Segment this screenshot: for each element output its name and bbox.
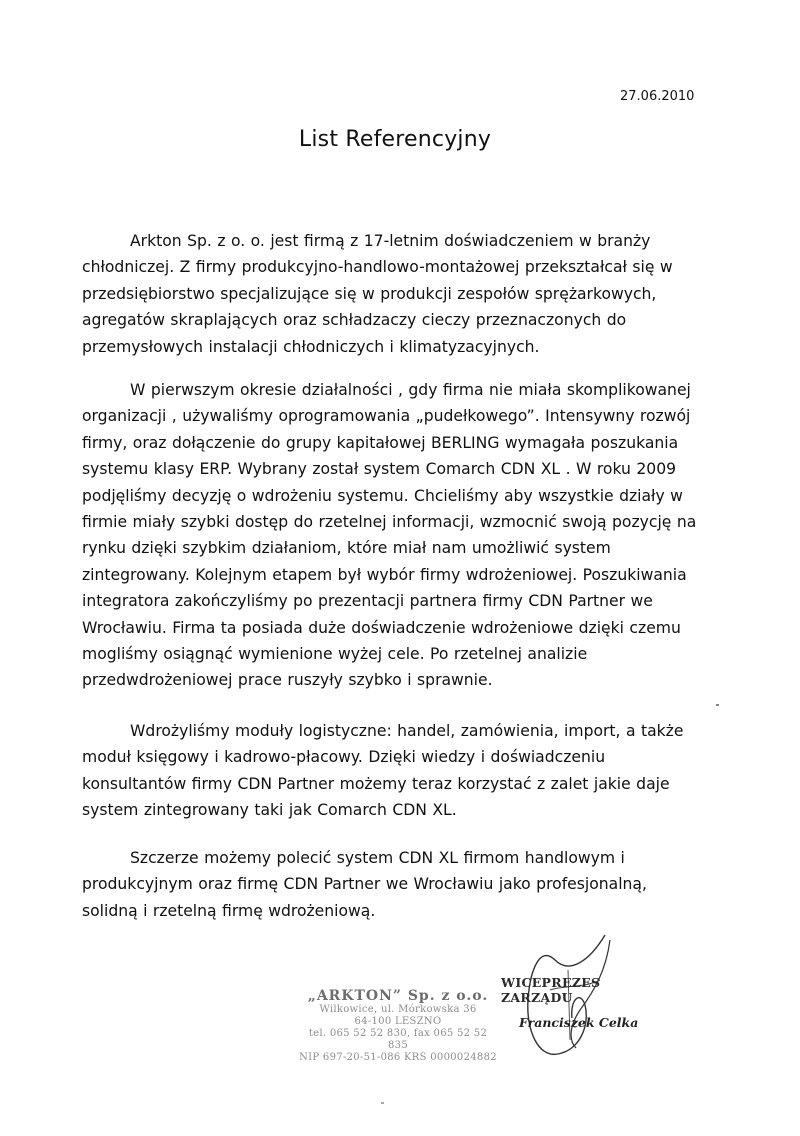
paragraph-line: agregatów skraplających oraz schładzaczy cieczy przeznaczonych do — [82, 311, 627, 330]
scan-speck — [716, 704, 719, 706]
letter-title: List Referencyjny — [298, 127, 492, 152]
paragraph-line: podjęliśmy decyzję o wdrożeniu systemu. Chcieliśmy aby wszystkie działy w — [82, 486, 683, 505]
paragraph-line: solidną i rzetelną firmę wdrożeniową. — [82, 901, 376, 920]
paragraph-line: Wrocławiu. Firma ta posiada duże doświadczenie wdrożeniowe dzięki czemu — [82, 618, 681, 637]
paragraph-modules — [82, 718, 722, 824]
paragraph-line: firmie miały szybki dostęp do rzetelnej informacji, wzmocnić swoją pozycję na — [82, 513, 697, 532]
paragraph-line: konsultantów firmy CDN Partner możemy teraz korzystać z zalet jakie daje — [82, 774, 670, 793]
paragraph-implementation-history — [82, 377, 722, 694]
stamp-company-name: „ARKTON” Sp. z o.o. — [307, 988, 489, 1004]
stamp-address-line: Wilkowice, ul. Mórkowska 36 — [319, 1004, 477, 1015]
paragraph-line: systemu klasy ERP. Wybrany został system Comarch CDN XL . W roku 2009 — [82, 460, 677, 479]
paragraph-line: organizacji , używaliśmy oprogramowania „pudełkowego”. Intensywny rozwój — [82, 407, 691, 426]
paragraph-line: chłodniczej. Z firmy produkcyjno-handlowo-montażowej przekształcał się w — [82, 258, 673, 277]
paragraph-line: integratora zakończyliśmy po prezentacji partnera firmy CDN Partner we — [82, 592, 653, 611]
signatory-role: WICEPREZES ZARZĄDU — [501, 975, 601, 1005]
scan-speck — [381, 1102, 384, 1104]
paragraph-line: rynku dzięki szybkim działaniom, które miał nam umożliwić system — [82, 539, 611, 558]
signatory-name: Franciszek Celka — [519, 1015, 639, 1030]
paragraph-line: przemysłowych instalacji chłodniczych i klimatyzacyjnych. — [82, 337, 540, 356]
paragraph-line: zintegrowany. Kolejnym etapem był wybór firmy wdrożeniowej. Poszukiwania — [82, 565, 687, 584]
paragraph-line: W pierwszym okresie działalności , gdy firma nie miała skomplikowanej — [130, 381, 691, 399]
paragraph-line: firmy, oraz dołączenie do grupy kapitałowej BERLING wymagała poszukania — [82, 433, 679, 452]
paragraph-line: Wdrożyliśmy moduły logistyczne: handel, zamówienia, import, a także — [130, 722, 684, 740]
paragraph-line: system zintegrowany taki jak Comarch CDN XL. — [82, 801, 457, 820]
stamp-city-line: 64-100 LESZNO — [354, 1016, 442, 1027]
paragraph-line: mogliśmy osiągnąć wymienione wyżej cele. Po rzetelnej analizie — [82, 645, 588, 664]
paragraph-line: przedwdrożeniowej prace ruszyły szybko i sprawnie. — [82, 671, 493, 690]
paragraph-line: przedsiębiorstwo specjalizujące się w produkcji zespołów sprężarkowych, — [82, 284, 657, 303]
paragraph-line: produkcyjnym oraz firmę CDN Partner we Wrocławiu jako profesjonalną, — [82, 875, 647, 894]
company-stamp — [298, 988, 498, 1064]
paragraph-company-intro — [82, 228, 722, 360]
letter-date: 27.06.2010 — [620, 89, 695, 104]
paragraph-line: moduł księgowy i kadrowo-płacowy. Dzięki wiedzy i doświadczeniu — [82, 748, 606, 767]
stamp-phone-line: tel. 065 52 52 830, fax 065 52 52 835 — [308, 1028, 488, 1051]
paragraph-line: Arkton Sp. z o. o. jest firmą z 17-letnim doświadczeniem w branży — [130, 232, 651, 250]
paragraph-line: Szczerze możemy polecić system CDN XL firmom handlowym i — [130, 849, 625, 867]
paragraph-recommendation — [82, 845, 722, 924]
stamp-registry-line: NIP 697-20-51-086 KRS 0000024882 — [299, 1052, 497, 1063]
